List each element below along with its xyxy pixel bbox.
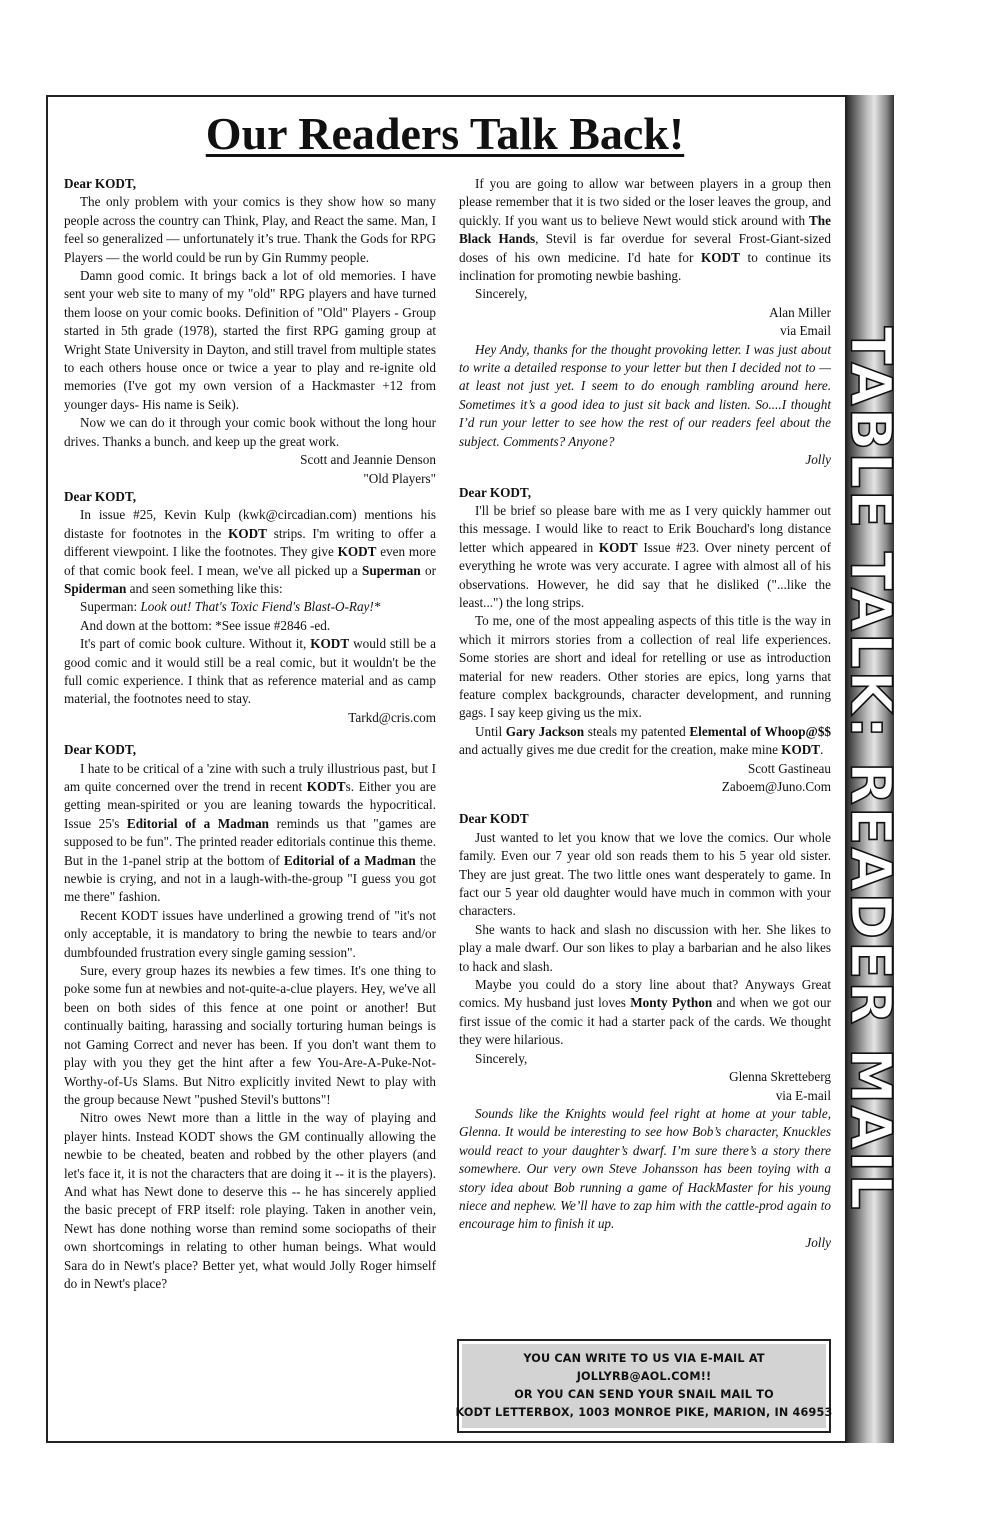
letter-signature-note: via Email [780,323,831,339]
letter-paragraph: To me, one of the most appealing aspects of this title is the way in which it mirrors stories from a collection of real life experiences. Some stories are short and ideal for retelling or use as introduction material for new readers. Other stories are epics, long yarns that feature complex backgrounds, character development, and running gags. I say keep giving us the mix. [459,613,831,721]
letter-closing: Sincerely, [475,1050,528,1066]
letter-paragraph: Sure, every group hazes its newbies a few times. It's one thing to poke some fun at newbies and not-quite-a-clue players. Hey, we've all been on both sides of this fence at one point or another! But continually baiting, harassing and socially torturing human beings is not Gaming Correct and never has been. If you don't want them to play with you they get the hint after a few You-Are-A-Puke-Not-Worthy-of-Us Slams. But Nitro explicitly invited Newt to play with the group because Newt "pushed Stevil's buttons"! [64,963,436,1107]
letter-salutation: Dear KODT, [64,742,137,758]
letter-paragraph: And down at the bottom: *See issue #2846 -ed. [80,617,331,633]
editor-response: Sounds like the Knights would feel right at home at your table, Glenna. It would be interesting to see how Bob’s character, Knuckles would react to your daughter’s dwarf. I’m sure there’s a story there somewhere. Our very own Steve Johansson has been toying with a story idea about Bob running a game of HackMaster for his young niece and nephew. We’ll have to zap him with the cattle-prod again to encourage him to finish it up. [459,1105,831,1232]
letter-paragraph: Just wanted to let you know that we love the comics. Our whole family. Even our 7 year old son reads them to his 5 year old sister. They are just great. The two little ones want desperately to game. In fact our 5 year old daughter would have much in common with your characters. [459,829,831,919]
editor-signature: Jolly [805,1234,831,1250]
letter-salutation: Dear KODT, [64,488,137,504]
contact-address: KODT LETTERBOX, 1003 MONROE PIKE, MARION, IN 46953 [455,1406,833,1419]
editor-response: Hey Andy, thanks for the thought provoking letter. I was just about to write a detailed response to your letter but then I decided not to — at least not just yet. I seem to do enough rambling around here. Sometimes it’s a good idea to just sit back and listen. So....I thought I’d run your letter to see how the rest of our readers feel about the subject. Comments? Anyone? [459,341,831,449]
letter-paragraph: The only problem with your comics is they show how so many people across the country can Think, Play, and React the same. Man, I feel so generalized — unfortunately it’s true. Thank the Gods for RPG Players — the world could be run by Gin Rummy people. [64,194,436,265]
editor-signature: Jolly [805,452,831,468]
letter-salutation: Dear KODT, [64,176,137,191]
letter-paragraph: Now we can do it through your comic book without the long hour drives. Thanks a bunch. and keep up the great work. [64,415,436,449]
side-banner [837,95,902,1443]
letter-paragraph: If you are going to allow war between players in a group then please remember that it is two sided or the loser leaves the group, and quickly. If you want us to believe Newt would stick around with The Black Hands, Stevil is far overdue for several Frost-Giant-sized doses of his own medicine. I'd hate for KODT to continue its inclination for promoting newbie bashing. [459,176,831,284]
letter-signature-note: "Old Players" [363,470,436,486]
letter-signature: Tarkd@cris.com [348,709,436,725]
letter-signature-note: Zaboem@Juno.Com [721,779,831,794]
letter-paragraph: Damn good comic. It brings back a lot of old memories. I have sent your web site to many of my "old" RPG players and have turned them loose on your comic books. Definition of "Old" Players - Group started in 5th grade (1978), started the first RPG gaming group at Wright State University in Dayton, and still travel from multiple states to each others house once or twice a year to play and re-ignite old memories (I've got my own version of a Hackmaster +12 from younger days- His name is Seik). [64,268,436,412]
letter-paragraph: Until Gary Jackson steals my patented Elemental of Whoop@$$ and actually gives me due credit for the creation, make mine KODT. [459,723,832,758]
left-column [64,175,436,1293]
letter-2 [64,488,436,727]
letter-signature: Scott Gastineau [747,760,831,776]
letter-paragraph: Maybe you could do a story line about that? Anyways Great comics. My husband just loves Monty Python and when we got our first issue of the comic it had a starter pack of the cards. We thought they were hilarious. [459,977,831,1048]
letter-paragraph: In issue #25, Kevin Kulp (kwk@circadian.com) mentions his distaste for footnotes in the KODT strips. I'm writing to offer a different viewpoint. I like the footnotes. They give KODT even more of that comic book feel. I mean, we've all picked up a Superman or Spiderman and seen something like this: [64,507,436,596]
letter-salutation: Dear KODT, [459,484,532,500]
letter-salutation: Dear KODT [459,811,529,827]
letter-signature: Alan Miller [769,304,831,320]
letter-paragraph: Recent KODT issues have underlined a growing trend of "it's not only acceptable, it is mandatory to bring the newbie to tears and/or dumbfounded frustration every single gaming session". [64,907,436,960]
page-title: Our Readers Talk Back! [205,108,685,159]
contact-email: JOLLYRB@AOL.COM!! [576,1370,712,1383]
letter-paragraph: It's part of comic book culture. Without it, KODT would still be a good comic and it would still be a real comic, but it wouldn't be the full comic experience. I think that as reference material and as camp material, the footnotes need to stay. [64,636,436,707]
letter-paragraph: Nitro owes Newt more than a little in the way of playing and player hints. Instead KODT shows the GM continually allowing the newbie to be cheated, beaten and robbed by the other players (and let's face it, it is not the characters that are doing it -- it is the players). And what has Newt done to deserve this -- he has sincerely applied the basic precept of FRP itself: role playing. Taken in another vein, Newt has done nothing worse than remind some sociopaths of their own shortcomings in relating to other human beings. What would Sara do in Newt's place? Better yet, what would Jolly Roger himself do in Newt's place? [64,1110,436,1291]
letter-5 [459,810,831,1252]
contact-line: YOU CAN WRITE TO US VIA E-MAIL AT [523,1352,765,1365]
letter-paragraph: She wants to hack and slash no discussion with her. She likes to play a male dwarf. Our son likes to play a barbarian and he also likes to hack and slash. [459,921,831,974]
letter-4 [459,484,831,797]
letter-1 [64,175,436,488]
letter-3 [64,741,436,1293]
letter-closing: Sincerely, [475,286,528,302]
contact-line: OR YOU CAN SEND YOUR SNAIL MAIL TO [514,1388,774,1401]
right-column [459,175,831,1252]
letter-signature-note: via E-mail [775,1087,831,1103]
letter-signature: Glenna Skretteberg [729,1069,831,1085]
letter-paragraph: I hate to be critical of a 'zine with such a truly illustrious past, but I am quite concerned over the trend in recent KODTs. Either you are getting mean-spirited or you are leaning towards the hypocritical. Issue 25's Editorial of a Madman reminds us that "games are supposed to be fun". The printed reader editorials continue this theme. But in the 1-panel strip at the bottom of Editorial of a Madman the newbie is crying, and not in a laugh-with-the-group "I guess you got me there" fashion. [64,760,437,905]
letter-paragraph: Superman: Look out! That's Toxic Fiend's Blast-O-Ray!* [80,599,381,615]
letter-signature: Scott and Jeannie Denson [300,452,436,468]
letter-3-continued [459,175,831,470]
contact-info-box [457,1339,831,1433]
side-banner-text: TABLE TALK: READER MAIL [837,326,902,1212]
letter-paragraph: I'll be brief so please bare with me as I very quickly hammer out this message. I would like to react to Erik Bouchard's long distance letter which appeared in KODT Issue #23. Over ninety percent of everything he wrote was very accurate. I agree with almost all of his observations. However, he did say that he disliked ("...like the least...") the long strips. [459,502,831,610]
